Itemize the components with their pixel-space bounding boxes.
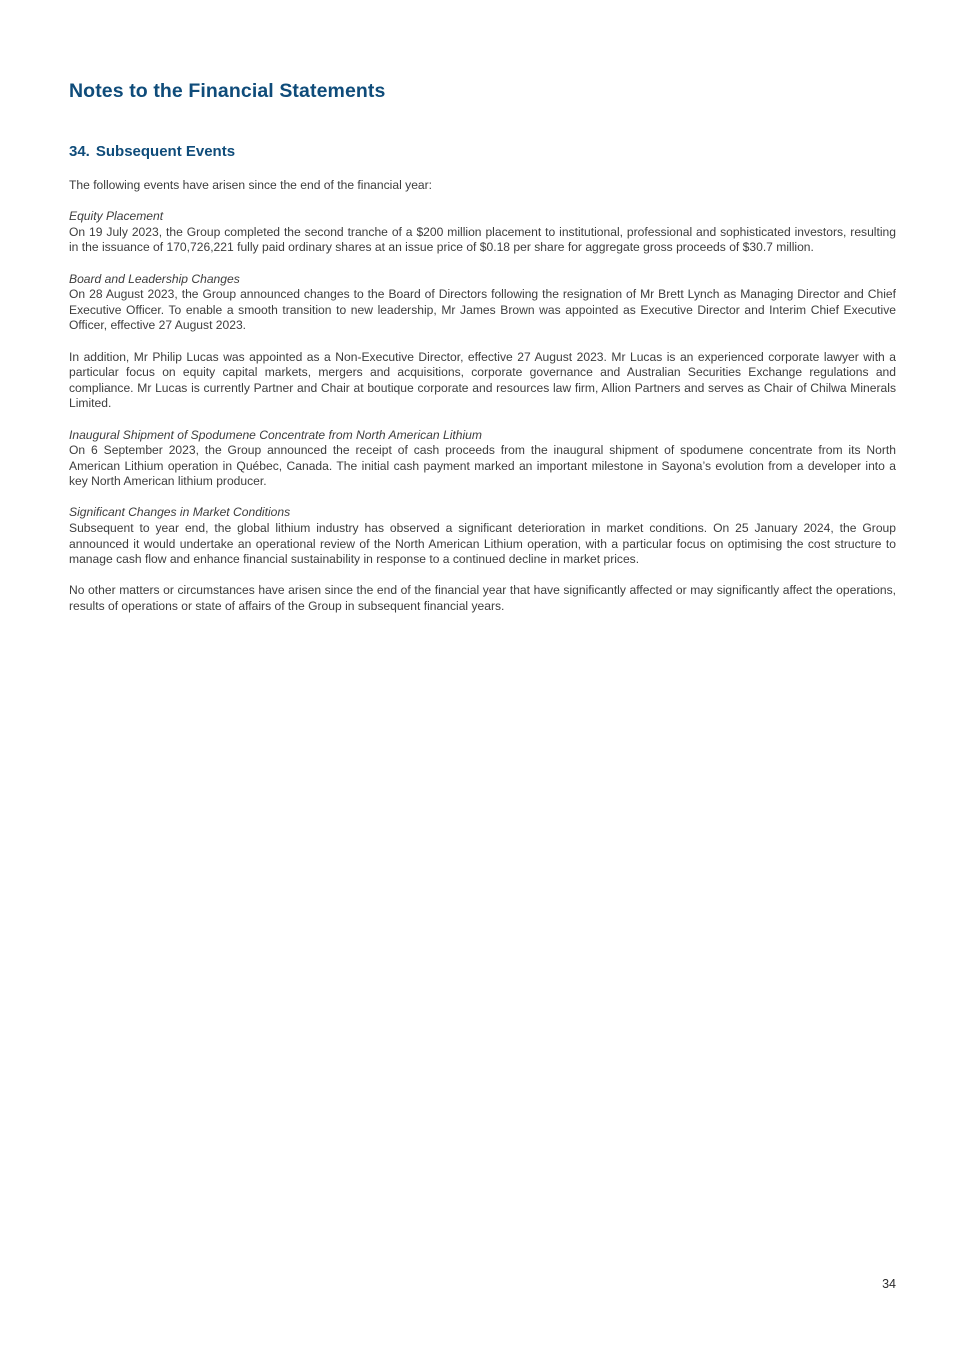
- event-block-market-conditions: [69, 505, 896, 567]
- page-title: Notes to the Financial Statements: [69, 80, 386, 102]
- section-heading: [69, 143, 235, 160]
- event-block-inaugural-shipment: [69, 428, 896, 490]
- page-number: 34: [882, 1277, 896, 1291]
- event-subheading: Significant Changes in Market Conditions: [69, 505, 291, 520]
- event-subheading: Inaugural Shipment of Spodumene Concentrate from North American Lithium: [69, 427, 482, 442]
- event-block-closing-statement: [69, 583, 896, 614]
- event-subheading: Equity Placement: [69, 209, 164, 224]
- event-block-board-changes: [69, 272, 896, 334]
- event-block-equity-placement: [69, 209, 896, 256]
- event-paragraph: On 6 September 2023, the Group announced the receipt of cash proceeds from the inaugural shipment of spodumene concentrate from its North American Lithium operation in Québec, Canada. The initial cash payment marked an important milestone in Sayona’s evolution from a developer into a key North American lithium producer.: [69, 443, 896, 489]
- event-paragraph: Subsequent to year end, the global lithium industry has observed a significant deterioration in market conditions. On 25 January 2024, the Group announced it would undertake an operational review of the North American Lithium operation, with a particular focus on optimising the cost structure to manage cash flow and enhance financial sustainability in response to a continued decline in market prices.: [69, 521, 896, 567]
- event-subheading: Board and Leadership Changes: [69, 271, 240, 286]
- event-paragraph: In addition, Mr Philip Lucas was appointed as a Non-Executive Director, effective 27 August 2023. Mr Lucas is an experienced corporate lawyer with a particular focus on equity capital markets, mergers and acquisitions, corporate governance and Australian Securities Exchange regulations and compliance. Mr Lucas is currently Partner and Chair at boutique corporate and resources law firm, Allion Partners and serves as Chair of Chilwa Minerals Limited.: [69, 349, 896, 411]
- event-paragraph: No other matters or circumstances have arisen since the end of the financial year that have significantly affected or may significantly affect the operations, results of operations or state of affairs of the Group in subsequent financial years.: [69, 583, 896, 614]
- event-paragraph: On 19 July 2023, the Group completed the second tranche of a $200 million placement to institutional, professional and sophisticated investors, resulting in the issuance of 170,726,221 fully paid ordinary shares at an issue price of $0.18 per share for aggregate gross proceeds of $30.7 million.: [69, 224, 896, 255]
- section-number: 34.: [69, 143, 90, 160]
- section-body: [69, 178, 896, 630]
- event-block-board-changes-continued: [69, 350, 896, 412]
- section-intro: The following events have arisen since the end of the financial year:: [69, 178, 433, 192]
- event-paragraph: On 28 August 2023, the Group announced changes to the Board of Directors following the resignation of Mr Brett Lynch as Managing Director and Chief Executive Officer. To enable a smooth transition to new leadership, Mr James Brown was appointed as Executive Director and Interim Chief Executive Officer, effective 27 August 2023.: [69, 287, 896, 333]
- section-title: Subsequent Events: [95, 143, 236, 160]
